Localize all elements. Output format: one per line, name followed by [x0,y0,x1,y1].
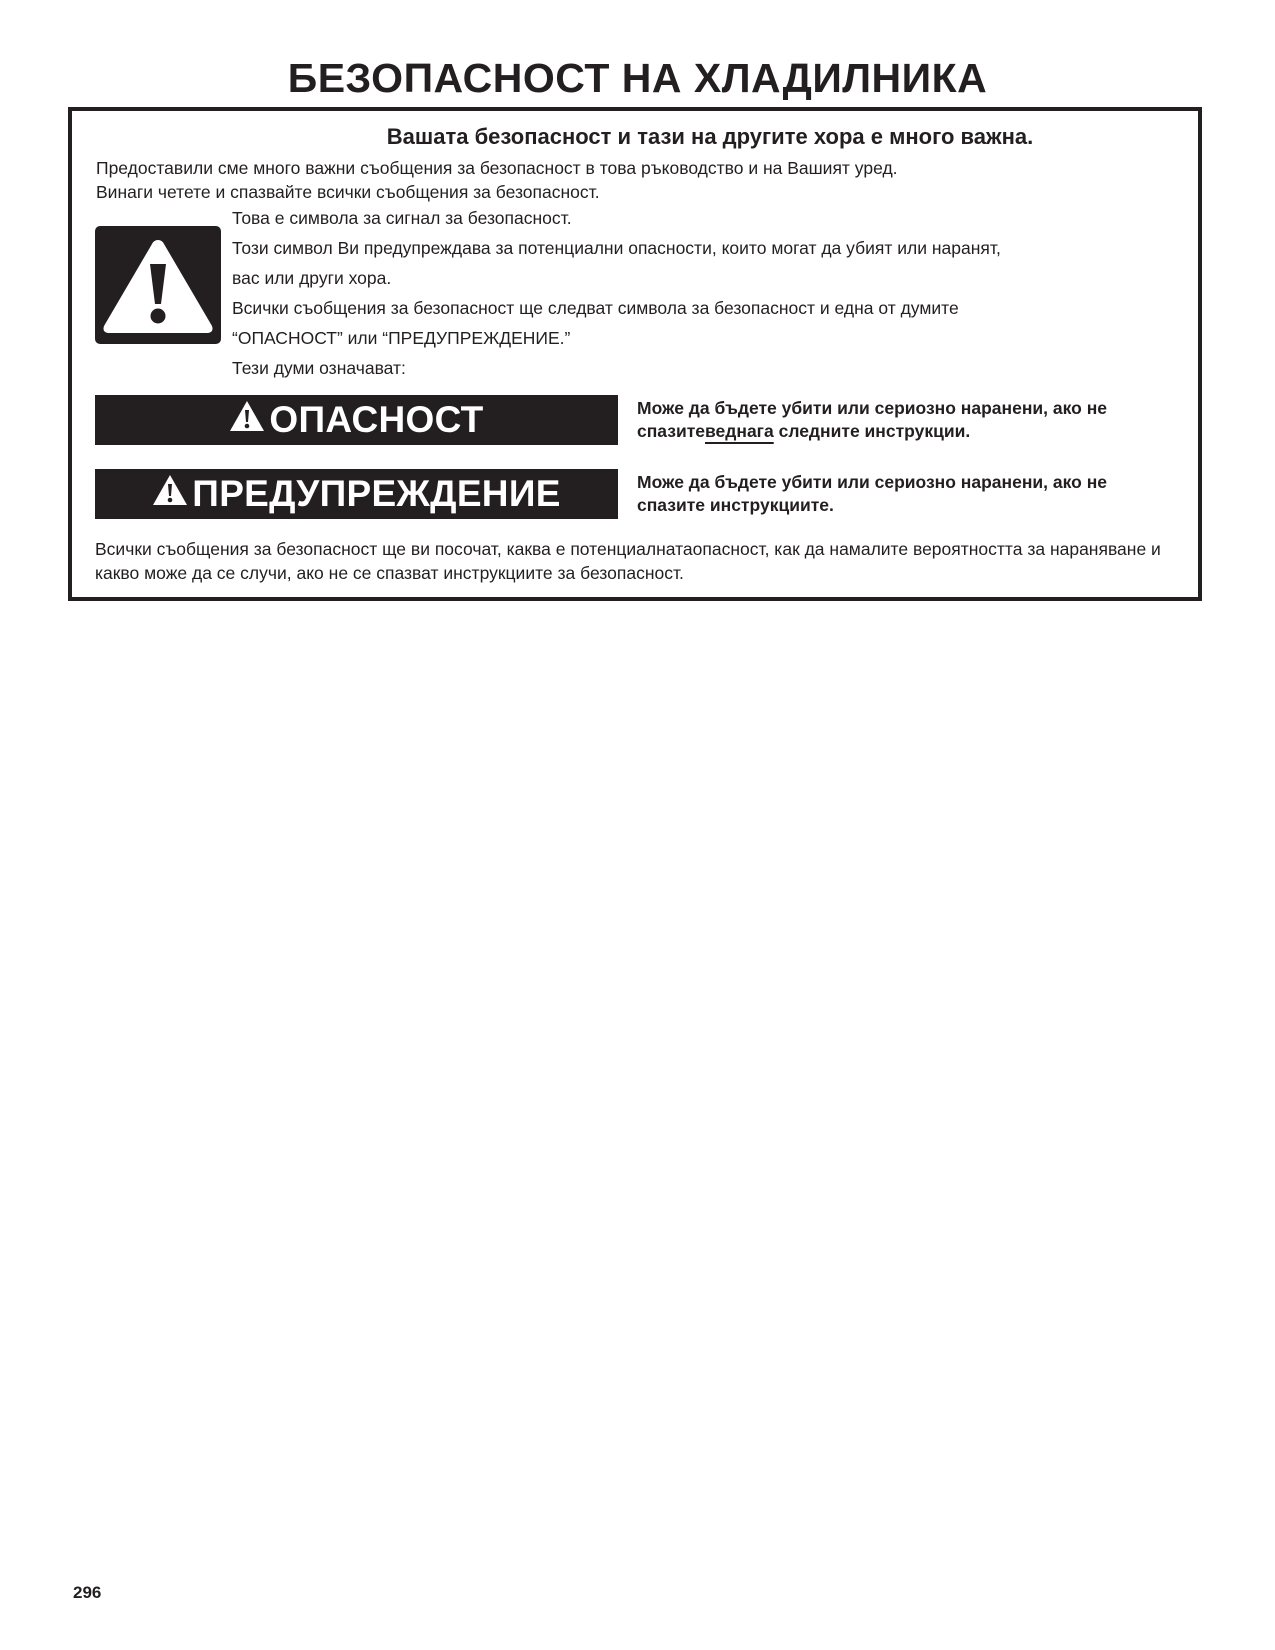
symbol-line: Този символ Ви предупреждава за потенциални опасности, които могат да убият или наранят, [232,238,1001,258]
symbol-line: Всички съобщения за безопасност ще следват символа за безопасност и една от думите [232,298,959,318]
warning-label: ПРЕДУПРЕЖДЕНИЕ [192,473,561,514]
symbol-explanation [232,203,1001,383]
warning-triangle-icon [229,399,265,441]
danger-desc-pre: спазите [637,421,706,441]
safety-message-box [68,107,1202,601]
symbol-line: “ОПАСНОСТ” или “ПРЕДУПРЕЖДЕНИЕ.” [232,328,571,348]
page-number: 296 [73,1583,102,1602]
danger-banner [95,395,618,445]
summary-text: Всички съобщения за безопасност ще ви посочат, каква е потенциалнатаопасност, как да намалите вероятността за нараняване и какво може да се случи, ако не се спазват инструкциите за безопасност. [95,539,1161,583]
danger-desc-line: Може да бъдете убити или сериозно наранени, ако не [637,398,1107,418]
symbol-line: Тези думи означават: [232,358,406,378]
warning-desc-line: спазите инструкциите. [637,495,834,515]
danger-label: ОПАСНОСТ [269,399,484,440]
warning-description [637,471,1167,517]
warning-desc-line: Може да бъдете убити или сериозно наранени, ако не [637,472,1107,492]
intro-line: Винаги четете и спазвайте всички съобщения за безопасност. [96,182,600,202]
intro-text [96,156,898,204]
symbol-line: Това е символа за сигнал за безопасност. [232,208,572,228]
intro-line: Предоставили сме много важни съобщения за безопасност в това ръководство и на Вашият уред. [96,158,898,178]
symbol-line: вас или други хора. [232,268,392,288]
danger-description [637,397,1167,443]
page-title: БЕЗОПАСНОСТ НА ХЛАДИЛНИКА [287,55,988,101]
danger-desc-underlined: веднага [705,421,774,441]
warning-triangle-icon [152,473,188,515]
danger-desc-post: следните инструкции. [773,421,971,441]
safety-alert-triangle-icon [95,226,221,344]
box-heading: Вашата безопасност и тази на другите хора е много важна. [386,124,1034,149]
warning-banner [95,469,618,519]
danger-desc-line [637,420,1167,443]
